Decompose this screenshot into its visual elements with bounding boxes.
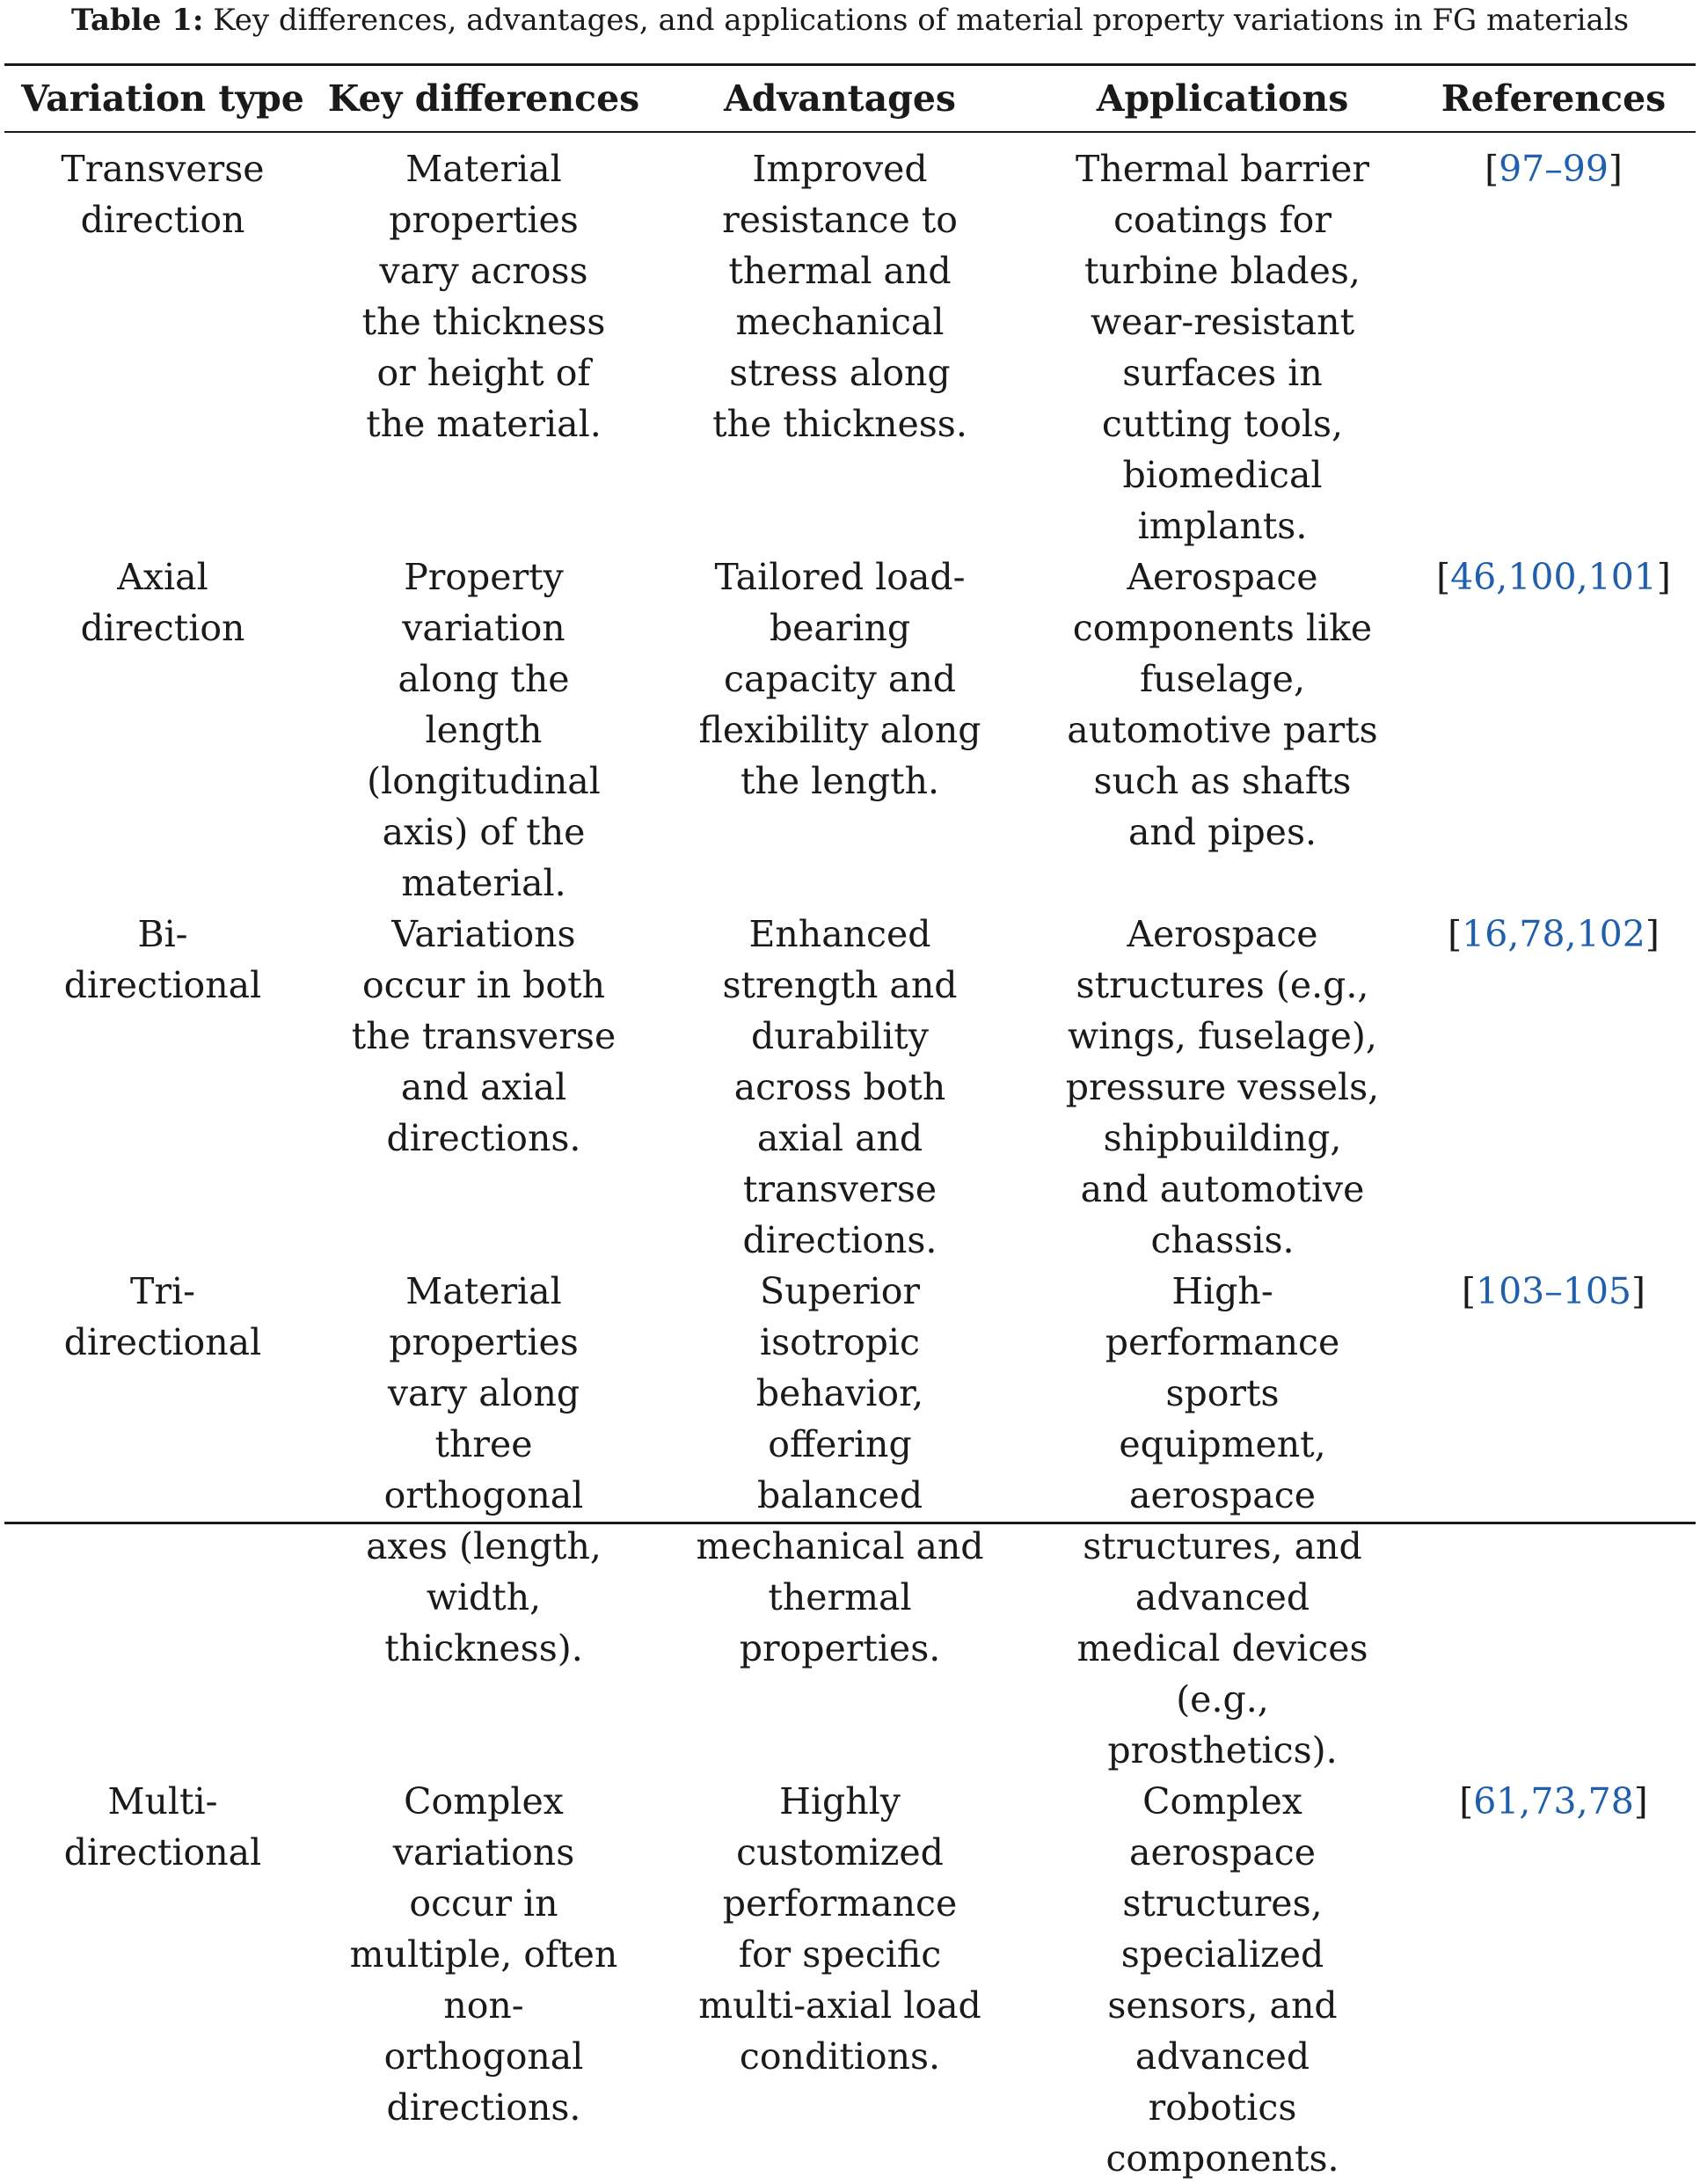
cell-variation-type-text: Axial direction	[80, 556, 245, 649]
cell-references	[1412, 909, 1696, 1266]
reference-separator: ,	[1576, 1780, 1588, 1822]
table-row	[4, 1776, 1696, 2184]
reference-separator: ,	[1507, 913, 1520, 955]
cell-key-differences-text: Variations occur in both the transverse and axial directions.	[351, 913, 617, 1159]
header-advantages: Advantages	[723, 77, 957, 120]
ref-close-bracket: ]	[1608, 148, 1623, 190]
cell-key-differences	[321, 551, 646, 909]
caption-text: Key differences, advantages, and applications of material property variations in FG materials	[213, 3, 1630, 38]
reference-link[interactable]: 73	[1530, 1780, 1577, 1822]
reference-link[interactable]: 46	[1450, 556, 1497, 598]
reference-separator: ,	[1519, 1780, 1531, 1822]
cell-key-differences	[321, 909, 646, 1266]
cell-variation-type	[4, 551, 321, 909]
cell-applications-text: Aerospace components like fuselage, automotive parts such as shafts and pipes.	[1067, 556, 1378, 853]
cell-advantages-text: Enhanced strength and durability across both axial and transverse directions.	[722, 913, 958, 1261]
cell-applications-text: Thermal barrier coatings for turbine blades, wear-resistant surfaces in cutting tools, biomedical implants.	[1076, 148, 1369, 547]
caption-label: Table 1:	[70, 3, 204, 38]
cell-key-differences-text: Property variation along the length (longitudinal axis) of the material.	[367, 556, 601, 904]
ref-close-bracket: ]	[1656, 556, 1671, 598]
cell-applications	[1033, 1776, 1412, 2184]
reference-separator: ,	[1496, 556, 1508, 598]
cell-advantages-text: Tailored load-bearing capacity and flexibility along the length.	[698, 556, 981, 802]
ref-open-bracket: [	[1436, 556, 1451, 598]
reference-link[interactable]: 105	[1562, 1270, 1632, 1312]
cell-applications-text: Aerospace structures (e.g., wings, fuselage), pressure vessels, shipbuilding, and automotive chassis.	[1065, 913, 1380, 1261]
reference-link[interactable]: 99	[1562, 148, 1609, 190]
cell-references	[1412, 131, 1696, 551]
cell-variation-type	[4, 1776, 321, 2184]
cell-references	[1412, 551, 1696, 909]
ref-open-bracket: [	[1448, 913, 1463, 955]
data-table	[4, 66, 1696, 2184]
cell-advantages-text: Improved resistance to thermal and mechanical stress along the thickness.	[712, 148, 967, 445]
reference-separator: ,	[1576, 556, 1588, 598]
reference-link[interactable]: 102	[1576, 913, 1645, 955]
cell-applications-text: Complex aerospace structures, specialized sensors, and advanced robotics components.	[1105, 1780, 1339, 2180]
cell-advantages	[646, 1266, 1033, 1776]
table-row	[4, 909, 1696, 1266]
reference-link[interactable]: 97	[1499, 148, 1545, 190]
reference-separator: –	[1544, 148, 1563, 190]
cell-key-differences	[321, 1266, 646, 1776]
ref-open-bracket: [	[1485, 148, 1499, 190]
cell-variation-type-text: Transverse direction	[61, 148, 265, 241]
ref-close-bracket: ]	[1631, 1270, 1646, 1312]
ref-close-bracket: ]	[1645, 913, 1660, 955]
reference-link[interactable]: 100	[1507, 556, 1577, 598]
cell-advantages-text: Superior isotropic behavior, offering balanced mechanical and thermal properties.	[696, 1270, 984, 1669]
reference-link[interactable]: 61	[1473, 1780, 1520, 1822]
cell-key-differences	[321, 1776, 646, 2184]
cell-applications	[1033, 131, 1412, 551]
cell-variation-type	[4, 909, 321, 1266]
reference-link[interactable]: 101	[1587, 556, 1657, 598]
cell-variation-type-text: Bi-directional	[63, 913, 262, 1006]
cell-advantages	[646, 551, 1033, 909]
cell-key-differences	[321, 131, 646, 551]
cell-key-differences-text: Material properties vary along three orthogonal axes (length, width, thickness).	[366, 1270, 602, 1669]
cell-key-differences-text: Complex variations occur in multiple, often non-orthogonal directions.	[349, 1780, 618, 2129]
cell-applications	[1033, 909, 1412, 1266]
cell-advantages-text: Highly customized performance for specific multi-axial load conditions.	[698, 1780, 981, 2078]
reference-separator: ,	[1565, 913, 1577, 955]
cell-key-differences-text: Material properties vary across the thickness or height of the material.	[361, 148, 606, 445]
header-applications: Applications	[1096, 77, 1349, 120]
table-row	[4, 1266, 1696, 1776]
cell-applications	[1033, 551, 1412, 909]
header-variation-type: Variation type	[21, 77, 304, 120]
cell-advantages	[646, 131, 1033, 551]
ref-close-bracket: ]	[1633, 1780, 1648, 1822]
reference-link[interactable]: 78	[1587, 1780, 1634, 1822]
reference-separator: –	[1544, 1270, 1563, 1312]
header-row	[4, 66, 1696, 131]
table-row	[4, 551, 1696, 909]
cell-variation-type	[4, 1266, 321, 1776]
cell-variation-type-text: Tri-directional	[63, 1270, 262, 1363]
cell-references	[1412, 1266, 1696, 1776]
cell-variation-type	[4, 131, 321, 551]
header-key-differences: Key differences	[327, 77, 640, 120]
reference-link[interactable]: 103	[1475, 1270, 1545, 1312]
cell-advantages	[646, 909, 1033, 1266]
ref-open-bracket: [	[1459, 1780, 1474, 1822]
cell-variation-type-text: Multi-directional	[63, 1780, 262, 1874]
table-row	[4, 131, 1696, 551]
reference-link[interactable]: 16	[1462, 913, 1508, 955]
cell-applications-text: High-performance sports equipment, aerospace structures, and advanced medical devices (e.g., prosthetics).	[1076, 1270, 1368, 1771]
cell-applications	[1033, 1266, 1412, 1776]
cell-advantages	[646, 1776, 1033, 2184]
table-caption	[0, 0, 1700, 40]
header-references: References	[1441, 77, 1667, 120]
ref-open-bracket: [	[1461, 1270, 1476, 1312]
table-body	[4, 131, 1696, 2184]
cell-references	[1412, 1776, 1696, 2184]
reference-link[interactable]: 78	[1519, 913, 1565, 955]
